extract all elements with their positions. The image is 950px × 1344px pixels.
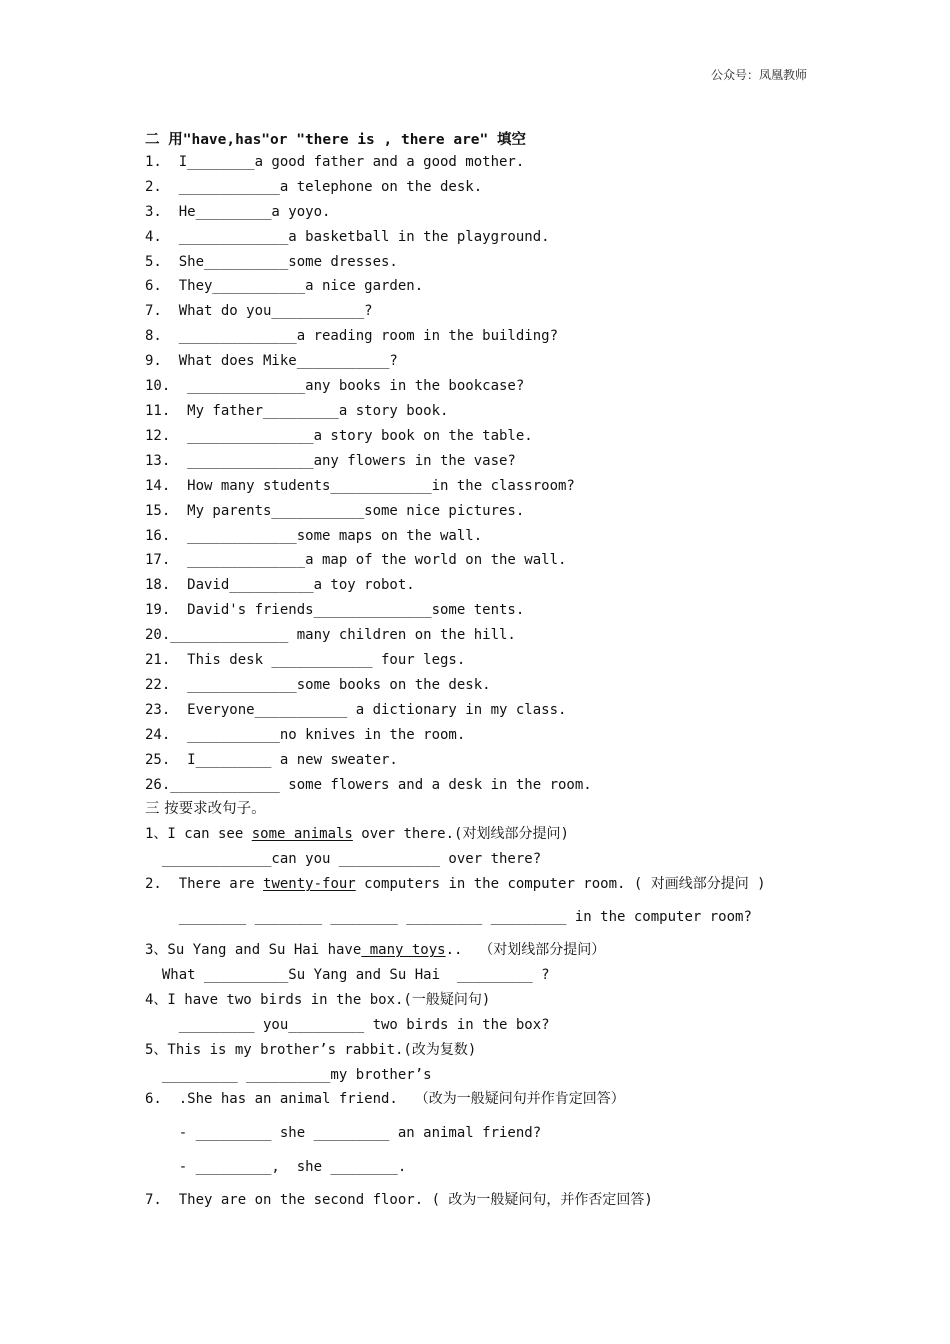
- exercise-item: 3. He_________a yoyo.: [145, 204, 331, 220]
- section3-title: 三 按要求改句子。: [145, 801, 266, 817]
- answer-line: _____________can you ____________ over there?: [145, 851, 542, 867]
- exercise-item: 22. _____________some books on the desk.: [145, 677, 491, 693]
- exercise-item: 21. This desk ____________ four legs.: [145, 652, 466, 668]
- exercise-item: 23. Everyone___________ a dictionary in my class.: [145, 702, 567, 718]
- exercise-item: 5. She__________some dresses.: [145, 254, 398, 270]
- rewrite-question-2: 2. There are twenty-four computers in the computer room. ( 对画线部分提问 ): [145, 876, 766, 892]
- underlined-phrase: many toys: [361, 942, 446, 958]
- underlined-phrase: some animals: [251, 826, 353, 842]
- exercise-item: 1. I________a good father and a good mother.: [145, 154, 525, 170]
- exercise-item: 11. My father_________a story book.: [145, 403, 449, 419]
- answer-line: _________ you_________ two birds in the box?: [145, 1017, 550, 1033]
- rewrite-question-5: 5、This is my brother’s rabbit.(改为复数): [145, 1042, 477, 1058]
- rewrite-question-7: 7. They are on the second floor. ( 改为一般疑问句，并作否定回答): [145, 1192, 653, 1208]
- exercise-item: 12. _______________a story book on the table.: [145, 428, 533, 444]
- exercise-item: 9. What does Mike___________?: [145, 353, 398, 369]
- rewrite-question-1: 1、I can see some animals over there.(对划线部分提问): [145, 826, 569, 842]
- exercise-item: 18. David__________a toy robot.: [145, 577, 415, 593]
- exercise-item: 14. How many students____________in the classroom?: [145, 478, 575, 494]
- exercise-item: 25. I_________ a new sweater.: [145, 752, 398, 768]
- exercise-item: 8. ______________a reading room in the building?: [145, 328, 559, 344]
- exercise-item: 4. _____________a basketball in the playground.: [145, 229, 550, 245]
- header-watermark: 公众号：凤凰教师: [710, 68, 807, 82]
- answer-line: - _________, she ________.: [145, 1159, 407, 1175]
- exercise-item: 7. What do you___________?: [145, 303, 373, 319]
- answer-line: ________ ________ ________ _________ _________ in the computer room?: [145, 909, 752, 925]
- exercise-item: 16. _____________some maps on the wall.: [145, 528, 483, 544]
- exercise-item: 19. David's friends______________some tents.: [145, 602, 525, 618]
- exercise-item: 10. ______________any books in the bookcase?: [145, 378, 525, 394]
- rewrite-question-6: 6. .She has an animal friend. （改为一般疑问句并作肯定回答）: [145, 1091, 625, 1107]
- exercise-item: 15. My parents___________some nice pictures.: [145, 503, 525, 519]
- exercise-item: 13. _______________any flowers in the vase?: [145, 453, 516, 469]
- exercise-item: 17. ______________a map of the world on the wall.: [145, 552, 567, 568]
- section2-title: 二 用"have,has"or "there is , there are" 填空: [145, 132, 526, 148]
- answer-line: - _________ she _________ an animal friend?: [145, 1125, 542, 1141]
- exercise-item: 20.______________ many children on the hill.: [145, 627, 516, 643]
- exercise-item: 2. ____________a telephone on the desk.: [145, 179, 483, 195]
- underlined-phrase: twenty-four: [263, 876, 356, 892]
- exercise-item: 26._____________ some flowers and a desk in the room.: [145, 777, 592, 793]
- rewrite-question-3: 3、Su Yang and Su Hai have many toys.. （对划线部分提问）: [145, 942, 606, 958]
- exercise-item: 6. They___________a nice garden.: [145, 278, 424, 294]
- rewrite-question-4: 4、I have two birds in the box.(一般疑问句): [145, 992, 491, 1008]
- exercise-item: 24. ___________no knives in the room.: [145, 727, 466, 743]
- answer-line: _________ __________my brother’s: [145, 1067, 432, 1083]
- answer-line: What __________Su Yang and Su Hai _________ ?: [145, 967, 550, 983]
